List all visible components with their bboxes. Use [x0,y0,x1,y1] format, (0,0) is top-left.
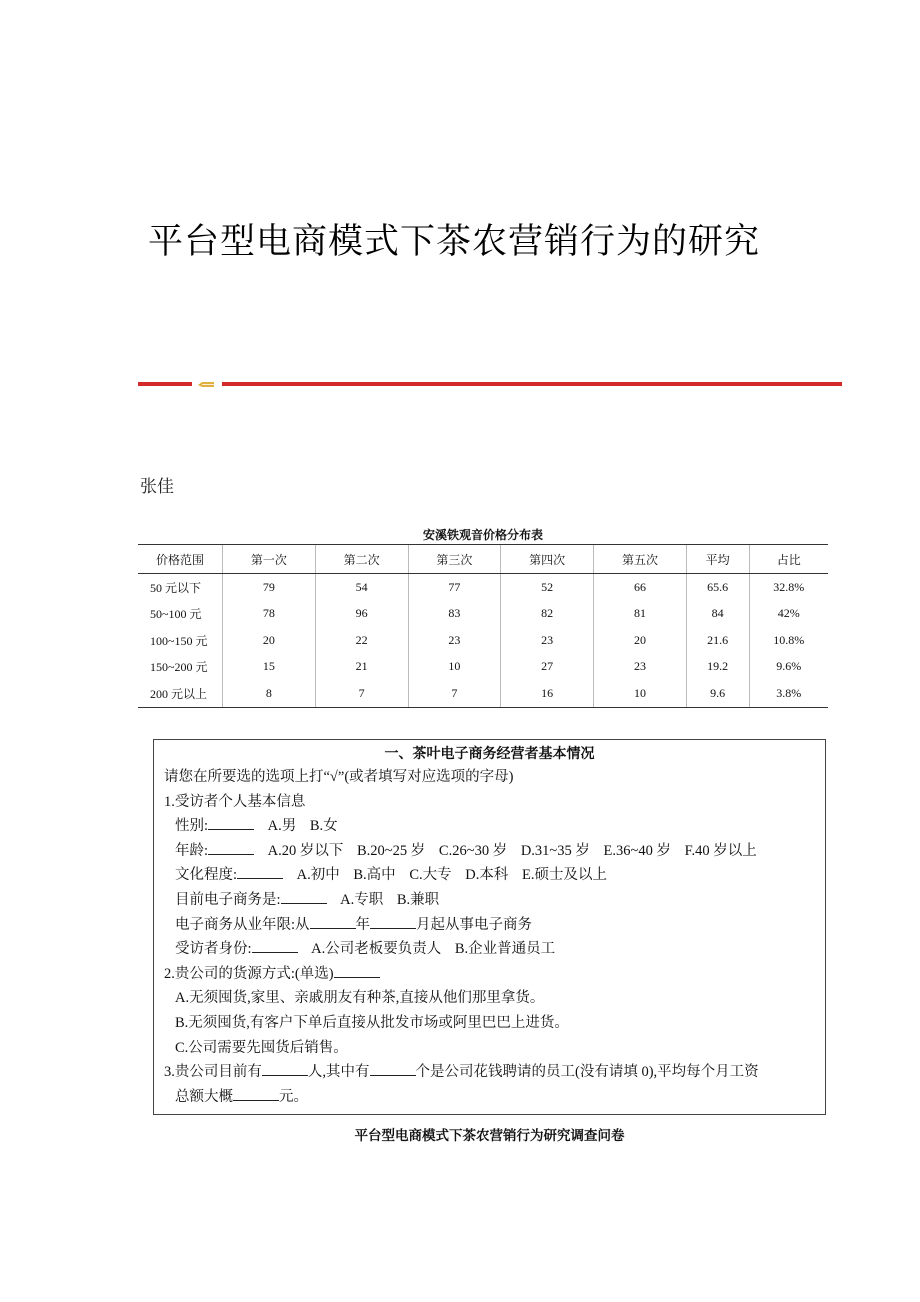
table-cell: 10 [408,654,501,681]
table-header: 价格范围 [138,545,223,574]
question-text: 年 [355,916,371,933]
people-blank[interactable] [262,1061,308,1076]
table-header: 第一次 [223,545,316,574]
table-cell: 9.6 [686,680,749,707]
table-cell: 23 [501,627,594,654]
question-3-cont [154,1085,825,1110]
table-cell: 65.6 [686,574,749,601]
option: B.女 [309,818,338,835]
option: A.专职 [340,891,384,908]
question-text: 2.贵公司的货源方式:(单选) [164,965,334,982]
question-label: 目前电子商务是: [175,891,281,908]
divider-bar-left [138,382,192,386]
table-cell: 23 [408,627,501,654]
question-label: 性别: [175,818,209,835]
table-cell: 50 元以下 [150,580,202,595]
table-cell: 32.8% [749,574,828,601]
answer-blank[interactable] [208,815,254,830]
table-cell: 81 [594,601,687,628]
age-question [154,839,825,864]
answer-blank[interactable] [252,938,298,953]
question-text: 人,其中有 [307,1064,370,1081]
question-label: 受访者身份: [175,941,252,958]
table-cell: 8 [223,680,316,707]
table-header: 第二次 [315,545,408,574]
table-row [138,680,828,707]
table-header: 占比 [749,545,828,574]
question-text: 元。 [279,1088,308,1105]
question-text: 电子商务从业年限:从 [175,916,310,933]
question-2-title [154,962,825,987]
table-row [138,574,828,601]
table-cell: 79 [223,574,316,601]
price-table-caption: 安溪铁观音价格分布表 [422,528,543,542]
survey-box [153,739,826,1115]
pencil-ornament-icon [198,380,216,388]
table-cell: 54 [315,574,408,601]
question-1-title: 1.受访者个人基本信息 [164,793,306,810]
option: C.大专 [409,867,452,884]
survey-instruction: 请您在所要选的选项上打“√”(或者填写对应选项的字母) [164,769,514,785]
year-blank[interactable] [310,914,356,929]
table-cell: 66 [594,574,687,601]
table-cell: 83 [408,601,501,628]
table-cell: 3.8% [749,680,828,707]
table-cell: 10.8% [749,627,828,654]
option: E.36~40 岁 [603,842,671,859]
table-header: 第四次 [501,545,594,574]
table-cell: 27 [501,654,594,681]
years-question [154,913,825,938]
table-cell: 7 [315,680,408,707]
table-cell: 20 [223,627,316,654]
table-cell: 78 [223,601,316,628]
salary-blank[interactable] [233,1086,279,1101]
table-header: 平均 [686,545,749,574]
price-distribution-table [138,544,828,708]
question-text: 总额大概 [175,1088,233,1105]
table-header: 第五次 [594,545,687,574]
table-cell: 100~150 元 [150,633,208,648]
option: B.企业普通员工 [454,941,556,958]
table-cell: 200 元以上 [138,680,223,707]
option: A.20 岁以下 [267,842,344,859]
table-cell: 84 [686,601,749,628]
table-row [138,601,828,628]
survey-caption: 平台型电商模式下茶农营销行为研究调查问卷 [354,1128,625,1144]
table-cell: 150~200 元 [150,660,208,675]
employee-blank[interactable] [370,1061,416,1076]
table-cell: 77 [408,574,501,601]
option: A.男 [267,818,297,835]
answer-blank[interactable] [281,889,327,904]
answer-blank[interactable] [208,840,254,855]
option: C.26~30 岁 [438,842,508,859]
option: A.初中 [296,867,340,884]
option: D.本科 [465,867,509,884]
table-row [138,627,828,654]
q2-option: C.公司需要先囤货后销售。 [175,1039,348,1056]
question-text: 个是公司花钱聘请的员工(没有请填 0),平均每个月工资 [415,1064,759,1081]
option: B.20~25 岁 [357,842,426,859]
table-cell: 23 [594,654,687,681]
option: D.31~35 岁 [520,842,590,859]
option: E.硕士及以上 [521,867,607,884]
q2-option: B.无须囤货,有客户下单后直接从批发市场或阿里巴巴上进货。 [175,1014,569,1031]
table-cell: 22 [315,627,408,654]
table-cell: 21 [315,654,408,681]
title-divider [138,380,842,388]
answer-blank[interactable] [237,864,283,879]
table-cell: 9.6% [749,654,828,681]
answer-blank[interactable] [334,963,380,978]
option: F.40 岁以上 [684,842,757,859]
table-cell: 96 [315,601,408,628]
table-cell: 10 [594,680,687,707]
divider-bar-right [222,382,842,386]
ecommerce-type-question [154,888,825,913]
author-name: 张佳 [140,477,174,497]
table-cell: 16 [501,680,594,707]
question-3 [154,1060,825,1085]
table-cell: 52 [501,574,594,601]
identity-question [154,937,825,962]
table-cell: 19.2 [686,654,749,681]
table-row [138,654,828,681]
table-cell: 7 [408,680,501,707]
option: A.公司老板要负责人 [311,941,442,958]
table-cell: 21.6 [686,627,749,654]
question-text: 3.贵公司目前有 [164,1064,262,1081]
option: B.高中 [353,867,396,884]
month-blank[interactable] [370,914,416,929]
option: B.兼职 [396,891,440,908]
gender-question [154,814,825,839]
question-label: 文化程度: [175,867,238,884]
question-text: 月起从事电子商务 [416,916,533,933]
table-cell: 42% [749,601,828,628]
table-cell: 15 [223,654,316,681]
table-cell: 82 [501,601,594,628]
page-title: 平台型电商模式下茶农营销行为的研究 [148,222,761,262]
table-header-row [138,545,828,574]
table-cell: 20 [594,627,687,654]
survey-section-title: 一、茶叶电子商务经营者基本情况 [384,746,595,762]
table-header: 第三次 [408,545,501,574]
table-cell: 50~100 元 [150,607,202,622]
question-label: 年龄: [175,842,209,859]
education-question [154,863,825,888]
q2-option: A.无须囤货,家里、亲戚朋友有种茶,直接从他们那里拿货。 [175,990,545,1007]
